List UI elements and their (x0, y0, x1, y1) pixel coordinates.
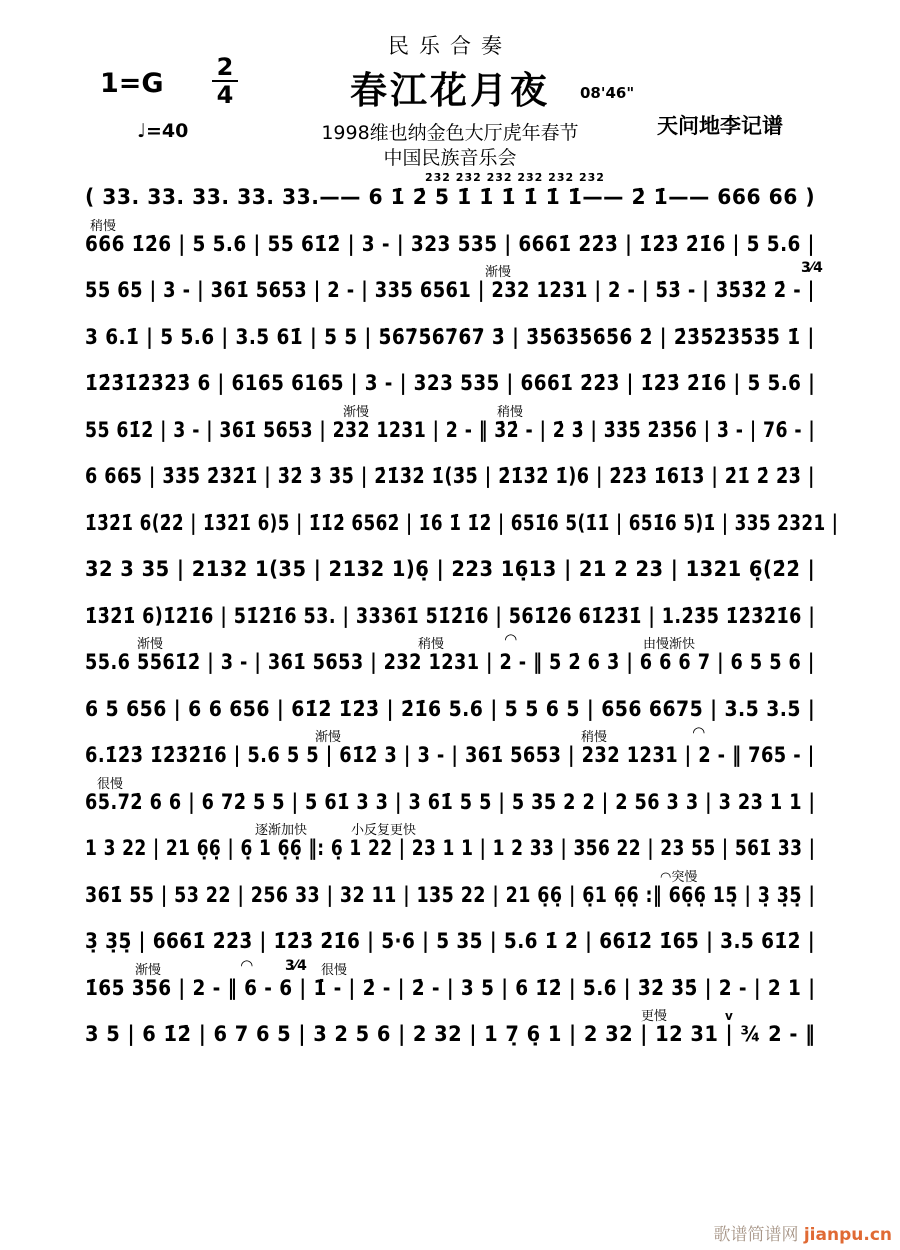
notes-text: 3 5 | 6 1̇2̇ | 6 7 6 5 | 3 2 5 6 | 2 32 | 1 7̣ 6̣ 1 | 2 32 | 12 31 | ¾ 2 - ‖ (85, 1022, 816, 1046)
piece-title: 春江花月夜 (350, 69, 550, 112)
score-line-9 (85, 557, 830, 587)
score-line-19 (85, 1009, 830, 1052)
tempo-annotation: 渐慢 (137, 637, 164, 652)
score-line-7 (85, 464, 830, 494)
notes-text: 55.6 5561̇2̇ | 3 - | 361̇ 5653 | 232 1231 | 2 - ‖ 5 2̇ 6 3̇ | 6 6 6 7 | 6 5 5 6 | (85, 650, 815, 674)
score-line-14 (85, 777, 830, 820)
tempo-annotation: 渐慢 (315, 730, 342, 745)
tempo-annotation: 稍慢 (581, 730, 608, 745)
notes-text: 1̇3̇2̇1̇ 6(2̇2̇ | 1̇3̇2̇1̇ 6)5 | 1̇1̇2̇ 6562̇ | 1̇6 1̇ 1̇2̇ | 651̇6 5(1̇1̇ | 651̇6 5)1̇ | 335 2321 | (85, 511, 839, 535)
tempo-annotation: 稍慢 (90, 219, 117, 234)
notes-text: 1̇2̇3̇1̇2̇3̇2̇3̇ 6 | 6165 6165 | 3 - | 323 535 | 6661̇ 2̇2̇3̇ | 1̇2̇3̇ 2̇1̇6 | 5 5.6 | (85, 371, 816, 395)
tempo-annotation: 很慢 (321, 963, 348, 978)
key-signature: 1=G (100, 68, 164, 99)
time-signature-denominator: 4 (212, 80, 238, 108)
tempo-annotation: 逐渐加快 (255, 823, 308, 838)
score-line-11 (85, 630, 830, 680)
tempo-annotation: ◠突慢 (660, 870, 698, 885)
tempo-annotation: 小反复更快 (351, 823, 417, 838)
score-line-2 (85, 219, 830, 262)
duration-label: 08'46" (580, 84, 635, 102)
watermark-site-name: 歌谱简谱网 (713, 1225, 799, 1245)
notes-text: 1 3 22 | 21 6̣6̣ | 6̣ 1 6̣6̣ ‖: 6̣ 1 22 | 23 1 1 | 1 2 33 | 356 22 | 23 55 | 561̇ 33 | (85, 836, 816, 860)
transcriber-credit: 天问地李记谱 (657, 114, 783, 138)
notes-text: 666 1̇2̇6 | 5 5.6 | 55 61̇2̇ | 3 - | 323 535 | 6661̇ 2̇2̇3̇ | 1̇2̇3̇ 2̇1̇6 | 5 5.6 | (85, 232, 815, 256)
frac-annotation: 3⁄4 (801, 260, 823, 276)
grace-annotation: 2̇3̇2̇ 2̇3̇2̇ 2̇3̇2̇ 2̇3̇2̇ 2̇3̇2̇ 2̇3̇2̇ (425, 171, 605, 184)
notes-text: 3 6.1̇ | 5 5.6 | 3.5 61̇ | 5 5 | 5̇6̇7̇5̇6̇7̇6̇7̇ 3̇ | 3̇5̇6̇3̇5̇6̇5̇6̇ 2̇ | 2̇3̇5̇2̇3̇5̇3̇5̇ 1̇ | (85, 325, 815, 349)
breath-annotation: v (725, 1009, 733, 1023)
notes-text: ( 33. 33. 33. 33. 33.—— 6 1̇ 2̇ 5 1̇ 1̇ 1̇ 1̇ 1̇ 1̇—— 2̇ 1̇—— 666 66 ) (85, 185, 816, 209)
score-line-16 (85, 870, 830, 913)
tempo-annotation: 更慢 (641, 1009, 668, 1024)
notes-text: 65.72̇ 6 6 | 6 72̇ 5 5 | 5 61̇ 3 3 | 3 61̇ 5 5 | 5 35 2 2 | 2 56 3 3 | 3 23 1 1 | (85, 790, 816, 814)
score-line-12 (85, 697, 830, 727)
score-line-3 (85, 260, 830, 308)
notes-text: 32 3 35 | 2132 1(35 | 2132 1)6̣ | 223 16̣13 | 21 2 23 | 1321 6̣(2̇2̇ | (85, 557, 816, 581)
ferm-annotation: ◠ (693, 723, 705, 741)
tempo-annotation: 渐慢 (343, 405, 370, 420)
watermark (713, 1220, 892, 1245)
tempo-annotation: 由慢渐快 (643, 637, 696, 652)
notes-text: 1̇65 356 | 2 - ‖ 6 - 6 | 1̇ - | 2̇ - | 2̇ - | 3 5 | 6 1̇2̇ | 5.6 | 3̇2̇ 3̇5̇ | 2 - | 2 1 | (85, 976, 816, 1000)
notes-text: 6 5 656 | 6 6 656 | 61̇2̇ 1̇2̇3̇ | 2̇1̇6 5.6 | 5 5 6 5 | 656 6675 | 3.5 3.5 | (85, 697, 816, 721)
notes-text: 55 61̇2̇ | 3 - | 361̇ 5653 | 232 1231 | 2 - ‖ 3̇2̇ - | 2̇ 3̇ | 3̇3̇5̇ 2̇3̇5̇6̇ | 3̇ - | 76̇ - | (85, 418, 816, 442)
score-line-18 (85, 956, 830, 1006)
notes-text: 6.1̇2̇3̇ 1̇2̇3̇2̇1̇6 | 5.6 5 5 | 61̇2̇ 3 | 3 - | 361̇ 5653 | 232 1231 | 2 - ‖ 765 - | (85, 743, 815, 767)
tempo-annotation: 稍慢 (418, 637, 445, 652)
tempo-annotation: 渐慢 (485, 265, 512, 280)
score-line-4 (85, 325, 830, 355)
ferm-annotation: ◠ (505, 630, 517, 648)
score (85, 0, 839, 1100)
event-subtitle-1: 1998维也纳金色大厅虎年春节 (321, 122, 579, 144)
watermark-site-url: jianpu.cn (803, 1225, 892, 1245)
score-line-6 (85, 405, 830, 448)
score-line-10 (85, 604, 830, 634)
score-line-13 (85, 723, 830, 773)
notes-text: 6 665 | 3̇3̇5̇ 2̇3̇2̇1̇ | 3̇2̇ 3̇ 3̇5̇ | 2̇1̇3̇2̇ 1̇(3̇5̇ | 2̇1̇3̇2̇ 1̇)6 | 2̇2̇3̇ 1̇61̇3̇ | 2̇1̇ 2̇ 2̇3̇ | (85, 464, 815, 488)
score-line-17 (85, 929, 830, 959)
notes-text: 3̣ 3̣5̣ | 6661̇ 2̇2̇3̇ | 1̇2̇3̇ 2̇1̇6 | 5·6 | 5 35 | 5.6 1̇ 2̇ | 661̇2̇ 1̇65 | 3.5 61̇2̇ | (85, 929, 816, 953)
tempo-annotation: 渐慢 (135, 963, 162, 978)
score-line-15 (85, 823, 830, 866)
frac-annotation: 3⁄4 (285, 958, 307, 974)
tempo-annotation: 很慢 (97, 777, 124, 792)
ferm-annotation: ◠ (241, 956, 253, 974)
score-line-5 (85, 371, 830, 401)
time-signature-numerator: 2 (216, 53, 234, 81)
score-line-8 (85, 511, 839, 541)
tempo-marking: ♩=40 (137, 120, 189, 142)
score-line-1 (85, 171, 830, 215)
notes-text: 361̇ 55 | 53 22 | 256 33 | 32 11 | 135 22 | 21 6̣6̣ | 6̣1 6̣6̣ :‖ 66̣6̣ 15̣ | 3̣ 3̣5̣ | (85, 883, 816, 907)
notes-text: 55 65 | 3 - | 361̇ 5653 | 2 - | 335 6561 | 232 1231 | 2 - | 5̇3̇ - | 3̇5̇3̇2̇ 2̇ - | (85, 278, 815, 302)
tempo-annotation: 稍慢 (497, 405, 524, 420)
event-subtitle-2: 中国民族音乐会 (383, 147, 517, 169)
notes-text: 1̇3̇2̇1̇ 6)1̇2̇1̇6 | 51̇2̇1̇6 53. | 33361̇ 51̇2̇1̇6 | 561̇2̇6 61̇2̇3̇1̇ | 1.2̇3̇5 1̇2̇3̇2̇1̇6 | (85, 604, 816, 628)
ensemble-type-label: 民乐合奏 (388, 34, 512, 58)
